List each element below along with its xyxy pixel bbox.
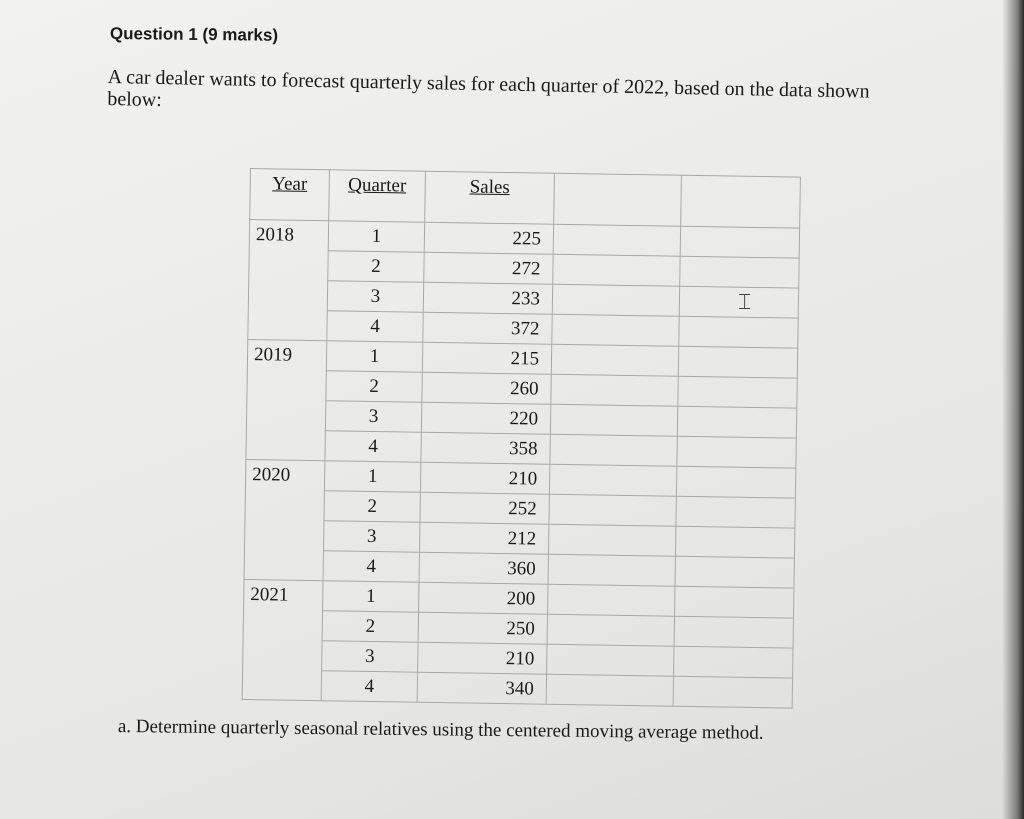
page-edge-shadow — [1002, 0, 1024, 819]
quarter-cell: 4 — [327, 311, 423, 343]
empty-cell — [678, 346, 797, 378]
quarter-cell: 2 — [324, 491, 420, 523]
text-cursor-icon: ⌶ — [738, 290, 752, 315]
empty-cell — [680, 256, 799, 288]
question-intro: A car dealer wants to forecast quarterly sales for each quarter of 2022, based on the data shown below: — [107, 66, 870, 112]
year-cell: 2018 — [248, 220, 329, 341]
empty-cell — [677, 436, 796, 468]
empty-cell — [674, 616, 793, 648]
sales-cell: 210 — [420, 462, 549, 494]
quarter-cell: 3 — [325, 401, 421, 433]
empty-cell — [551, 344, 678, 376]
question-title: Question 1 (9 marks) — [109, 24, 279, 45]
quarter-cell: 2 — [328, 251, 424, 283]
sales-cell: 215 — [422, 342, 551, 374]
quarter-cell: 1 — [326, 341, 422, 373]
sales-cell: 358 — [421, 432, 550, 464]
sales-table — [242, 168, 801, 709]
empty-cell — [547, 644, 674, 676]
empty-cell — [549, 494, 676, 526]
quarter-cell: 4 — [323, 551, 419, 583]
quarter-cell: 4 — [325, 431, 421, 463]
empty-cell — [679, 316, 798, 348]
table-header-row — [250, 169, 801, 229]
empty-cell — [553, 224, 680, 256]
sales-cell: 225 — [424, 222, 553, 254]
quarter-cell: 2 — [326, 371, 422, 403]
empty-cell — [551, 374, 678, 406]
empty-cell — [549, 464, 676, 496]
empty-cell — [548, 524, 675, 556]
empty-cell — [548, 554, 675, 586]
task-a: a. Determine quarterly seasonal relatives using the centered moving average method. — [117, 716, 764, 744]
quarter-cell: 3 — [323, 521, 419, 553]
sales-cell: 340 — [417, 672, 546, 704]
header-quarter: Quarter — [329, 170, 426, 223]
empty-cell — [675, 586, 794, 618]
header-empty-1 — [554, 173, 682, 226]
header-sales: Sales — [425, 171, 555, 224]
sales-cell: 200 — [419, 582, 548, 614]
sales-cell: 233 — [423, 282, 552, 314]
quarter-cell: 4 — [321, 671, 417, 703]
empty-cell — [676, 496, 795, 528]
header-empty-2 — [681, 175, 801, 228]
empty-cell — [674, 646, 793, 678]
header-year: Year — [250, 169, 330, 221]
empty-cell — [552, 284, 679, 316]
empty-cell — [675, 556, 794, 588]
sales-cell: 272 — [424, 252, 553, 284]
sales-cell: 360 — [419, 552, 548, 584]
quarter-cell: 3 — [322, 641, 418, 673]
empty-cell — [550, 434, 677, 466]
empty-cell — [548, 584, 675, 616]
empty-cell — [673, 676, 792, 708]
empty-cell — [552, 314, 679, 346]
quarter-cell: 2 — [322, 611, 418, 643]
sales-cell: 210 — [418, 642, 547, 674]
sales-cell: 250 — [418, 612, 547, 644]
empty-cell — [553, 254, 680, 286]
quarter-cell: 1 — [324, 461, 420, 493]
quarter-cell: 3 — [327, 281, 423, 313]
year-cell: 2020 — [244, 459, 325, 580]
empty-cell — [678, 376, 797, 408]
sales-cell: 260 — [422, 372, 551, 404]
empty-cell — [550, 404, 677, 436]
empty-cell — [680, 226, 799, 258]
quarter-cell: 1 — [328, 221, 424, 253]
sales-cell: 212 — [419, 522, 548, 554]
sales-cell: 220 — [421, 402, 550, 434]
sales-table-container — [242, 168, 801, 709]
year-cell: 2019 — [246, 339, 327, 460]
empty-cell — [675, 526, 794, 558]
empty-cell — [547, 614, 674, 646]
empty-cell — [676, 466, 795, 498]
sales-cell: 372 — [423, 312, 552, 344]
sales-cell: 252 — [420, 492, 549, 524]
empty-cell — [677, 406, 796, 438]
quarter-cell: 1 — [323, 581, 419, 613]
year-cell: 2021 — [242, 579, 323, 700]
empty-cell — [546, 674, 673, 706]
